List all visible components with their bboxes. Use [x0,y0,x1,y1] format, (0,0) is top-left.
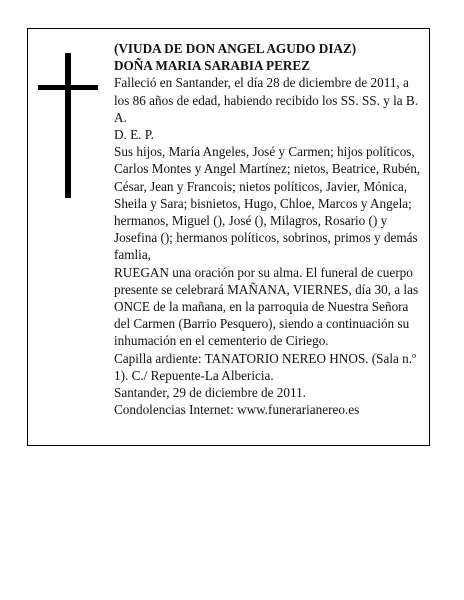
cross-vertical-bar [65,53,71,198]
chapel-paragraph: Capilla ardiente: TANATORIO NEREO HNOS. (Sala n.º 1). C./ Repuente-La Albericia. [114,350,417,383]
obituary-text [114,40,426,418]
family-paragraph: Sus hijos, María Angeles, José y Carmen; hijos políticos, Carlos Montes y Angel Martínez; nietos, Beatrice, Rubén, César, Jean y Francois; nietos políticos, Javier, Mónica, Sheila y Sara; bisnietos, Hugo, Chloe, Marcos y Angela; hermanos, Miguel (), José (), Milagros, Rosario () y Josefina (); hermanos políticos, sobrinos, primos y demás famlia, [114,144,421,263]
cross-horizontal-bar [38,85,98,90]
funeral-paragraph: RUEGAN una oración por su alma. El funeral de cuerpo presente se celebrará MAÑANA, VIERNES, día 30, a las ONCE de la mañana, en la parroquia de Nuestra Señora del Carmen (Barrio Pesquero), siendo a continuación su inhumación en el cementerio de Ciriego. [114,264,419,349]
date-place-line: Santander, 29 de diciembre de 2011. [114,385,306,401]
rip-line: D. E. P. [114,127,154,143]
deceased-name: DOÑA MARIA SARABIA PEREZ [114,58,311,74]
condolences-line: Condolencias Internet: www.funerarianereo.es [114,402,360,418]
death-paragraph: Falleció en Santander, el día 28 de diciembre de 2011, a los 86 años de edad, habiendo recibido los SS. SS. y la B. A. [114,75,419,125]
widow-line: (VIUDA DE DON ANGEL AGUDO DIAZ) [114,41,357,56]
